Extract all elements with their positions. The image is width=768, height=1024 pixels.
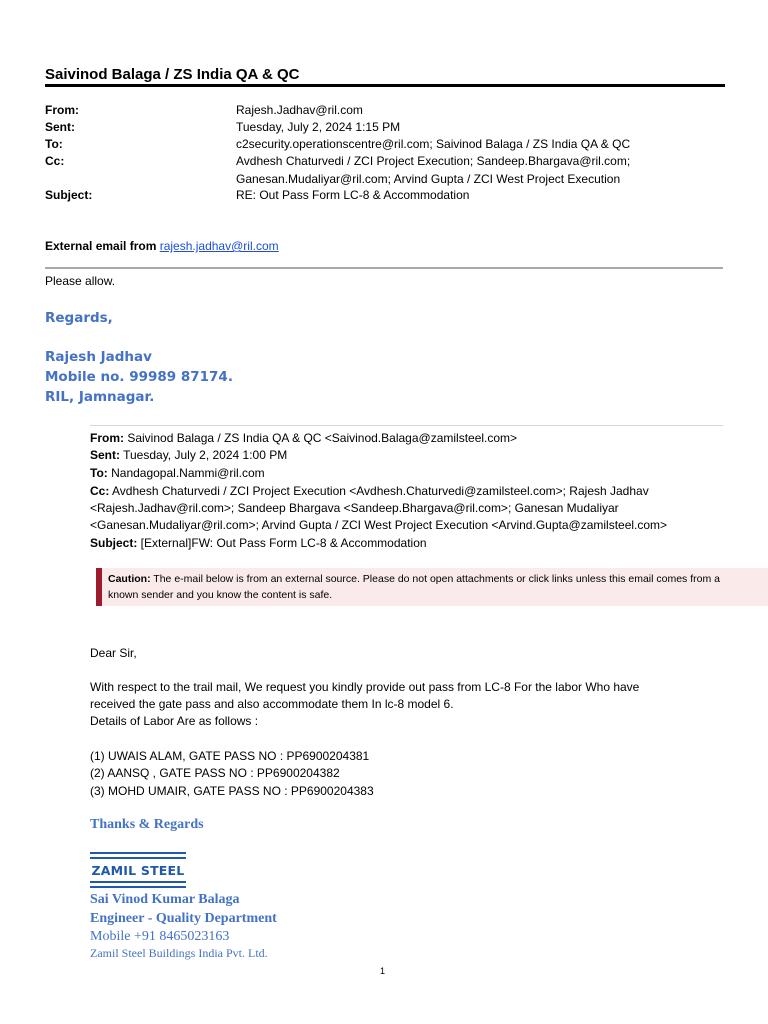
reply-regards: Regards, (45, 310, 113, 326)
caution-accent-bar (96, 568, 102, 606)
page-title: Saivinod Balaga / ZS India QA & QC (45, 66, 300, 83)
sent-label: Sent: (45, 120, 75, 134)
fwd-from (90, 431, 517, 445)
fwd-cc-line-2: <Rajesh.Jadhav@ril.com>; Sandeep Bhargava <Sandeep.Bhargava@ril.com>; Ganesan Mudaliyar (90, 501, 619, 515)
body-para-2: received the gate pass and also accommodate them In lc-8 model 6. (90, 697, 454, 711)
page-number: 1 (380, 966, 386, 976)
thanks-regards: Thanks & Regards (90, 817, 204, 832)
logo-stripe-1 (90, 852, 186, 854)
sig-name: Sai Vinod Kumar Balaga (90, 892, 240, 907)
fwd-from-label: From: (90, 431, 124, 445)
fwd-sent-value: Tuesday, July 2, 2024 1:00 PM (120, 448, 288, 462)
greeting: Dear Sir, (90, 646, 137, 660)
zamil-steel-logo (90, 852, 186, 888)
sent-value: Tuesday, July 2, 2024 1:15 PM (236, 120, 401, 134)
logo-stripe-3 (90, 881, 186, 883)
fwd-subject-value: [External]FW: Out Pass Form LC-8 & Accommodation (137, 536, 427, 550)
sig-mobile: Mobile +91 8465023163 (90, 929, 230, 944)
external-sender-link[interactable]: rajesh.jadhav@ril.com (159, 239, 279, 253)
fwd-to (90, 466, 265, 480)
fwd-cc-line-1 (90, 484, 649, 498)
external-divider (45, 267, 723, 269)
fwd-sent-label: Sent: (90, 448, 120, 462)
subject-value: RE: Out Pass Form LC-8 & Accommodation (236, 188, 470, 202)
body-para-1: With respect to the trail mail, We request you kindly provide out pass from LC-8 For the labor Who have (90, 680, 640, 694)
to-label: To: (45, 137, 63, 151)
from-label: From: (45, 103, 79, 117)
sig-role: Engineer - Quality Department (90, 911, 277, 926)
fwd-subject-label: Subject: (90, 536, 138, 550)
labor-item-2: (2) AANSQ , GATE PASS NO : PP6900204382 (90, 766, 340, 780)
cc-value-line-2[interactable]: Ganesan.Mudaliyar@ril.com; Arvind Gupta / ZCI West Project Execution (236, 172, 621, 186)
cc-value-line-1[interactable]: Avdhesh Chaturvedi / ZCI Project Execution; Sandeep.Bhargava@ril.com; (236, 154, 631, 168)
forward-divider (90, 425, 723, 426)
logo-stripe-4 (90, 886, 186, 888)
title-divider (45, 84, 725, 87)
fwd-from-value: Saivinod Balaga / ZS India QA & QC <Saivinod.Balaga@zamilsteel.com> (124, 431, 518, 445)
logo-stripe-2 (90, 857, 186, 859)
subject-label: Subject: (45, 188, 93, 202)
fwd-cc-label: Cc: (90, 484, 110, 498)
caution-line-2: known sender and you know the content is safe. (108, 589, 333, 601)
external-prefix: External email from (45, 239, 160, 253)
fwd-to-label: To: (90, 466, 108, 480)
reply-body: Please allow. (45, 274, 116, 288)
caution-line-1 (108, 573, 720, 585)
sig-company: Zamil Steel Buildings India Pvt. Ltd. (90, 946, 268, 960)
fwd-sent (90, 448, 287, 462)
fwd-subject (90, 536, 427, 550)
cc-label: Cc: (45, 154, 65, 168)
reply-sig-mobile: Mobile no. 99989 87174. (45, 369, 233, 385)
from-value[interactable]: Rajesh.Jadhav@ril.com (236, 103, 363, 117)
reply-sig-name: Rajesh Jadhav (45, 349, 152, 365)
fwd-cc-line-3: <Ganesan.Mudaliyar@ril.com>; Arvind Gupta / ZCI West Project Execution <Arvind.Gupta@zamilsteel.com> (90, 518, 668, 532)
caution-text-1: The e-mail below is from an external source. Please do not open attachments or click links unless this email comes from a (150, 573, 720, 585)
caution-label: Caution: (108, 573, 151, 585)
fwd-cc-value-1: Avdhesh Chaturvedi / ZCI Project Execution <Avdhesh.Chaturvedi@zamilsteel.com>; Rajesh Jadhav (109, 484, 649, 498)
labor-item-1: (1) UWAIS ALAM, GATE PASS NO : PP6900204381 (90, 749, 370, 763)
fwd-to-value: Nandagopal.Nammi@ril.com (107, 466, 265, 480)
external-email-notice (45, 239, 279, 253)
logo-text: ZAMIL STEEL (91, 863, 185, 878)
to-value[interactable]: c2security.operationscentre@ril.com; Saivinod Balaga / ZS India QA & QC (236, 137, 631, 151)
labor-item-3: (3) MOHD UMAIR, GATE PASS NO : PP6900204383 (90, 784, 374, 798)
body-para-3: Details of Labor Are as follows : (90, 714, 259, 728)
reply-sig-location: RIL, Jamnagar. (45, 389, 155, 405)
